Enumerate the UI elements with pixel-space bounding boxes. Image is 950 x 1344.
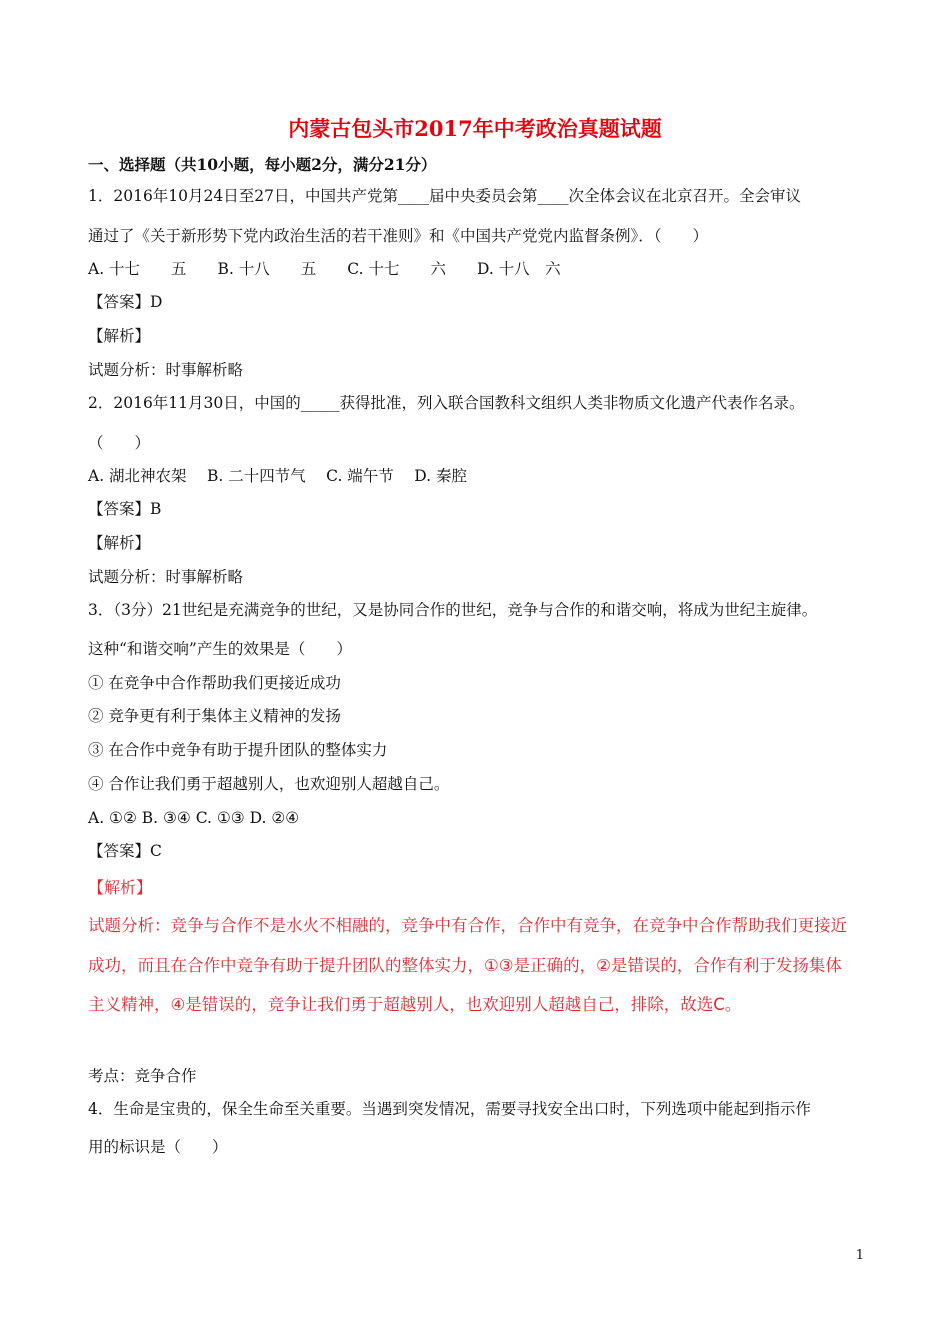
q3-analysis-line-2: 成功，而且在合作中竞争有助于提升团队的整体实力，①③是正确的，②是错误的，合作有利于发扬集体	[88, 956, 842, 975]
q3-stem-line-2: 这种“和谐交响”产生的效果是（ ）	[88, 640, 352, 658]
q3-analysis-line-1: 试题分析：竞争与合作不是水火不相融的，竞争中有合作，合作中有竞争，在竞争中合作帮助我们更接近	[88, 916, 847, 935]
q1-options: A. 十七 五 B. 十八 五 C. 十七 六 D. 十八 六	[88, 260, 561, 278]
q1-analysis-label: 【解析】	[88, 327, 151, 345]
q4-stem-line-2: 用的标识是（ ）	[88, 1138, 228, 1156]
q2-options: A. 湖北神农架 B. 二十四节气 C. 端午节 D. 秦腔	[88, 467, 467, 485]
q2-analysis-label: 【解析】	[88, 534, 151, 552]
q3-analysis-label: 【解析】	[88, 878, 153, 897]
q3-item-3: ③ 在合作中竞争有助于提升团队的整体实力	[88, 741, 388, 759]
q1-stem-line-2: 通过了《关于新形势下党内政治生活的若干准则》和《中国共产党党内监督条例》．（ ）	[88, 227, 709, 245]
q1-analysis-text: 试题分析：时事解析略	[88, 361, 244, 379]
q3-kaodian: 考点：竞争合作	[88, 1067, 197, 1085]
q2-stem-line-1: 2．2016年11月30日，中国的_____获得批准，列入联合国教科文组织人类非物质文化遗产代表作名录。	[88, 394, 805, 412]
q1-stem-line-1: 1．2016年10月24日至27日，中国共产党第____届中央委员会第____次全体会议在北京召开。全会审议	[88, 187, 801, 205]
page-title: 内蒙古包头市2017年中考政治真题试题	[288, 116, 662, 141]
q2-stem-line-2: （ ）	[88, 434, 151, 452]
q1-answer: 【答案】D	[88, 293, 163, 311]
q3-stem-line-1: 3．（3分）21世纪是充满竞争的世纪，又是协同合作的世纪，竞争与合作的和谐交响，将成为世纪主旋律。	[88, 601, 818, 619]
q3-item-4: ④ 合作让我们勇于超越别人，也欢迎别人超越自己。	[88, 775, 450, 793]
q3-item-2: ② 竞争更有利于集体主义精神的发扬	[88, 707, 341, 725]
q3-answer: 【答案】C	[88, 842, 162, 860]
page-number: 1	[855, 1248, 864, 1263]
q4-stem-line-1: 4．生命是宝贵的，保全生命至关重要。当遇到突发情况，需要寻找安全出口时，下列选项中能起到指示作	[88, 1100, 811, 1118]
section-heading: 一、选择题（共10小题，每小题2分，满分21分）	[88, 155, 437, 174]
q3-options: A. ①② B. ③④ C. ①③ D. ②④	[88, 809, 300, 827]
q2-analysis-text: 试题分析：时事解析略	[88, 568, 244, 586]
q3-analysis-line-3: 主义精神，④是错误的，竞争让我们勇于超越别人，也欢迎别人超越自己，排除，故选C。	[88, 995, 742, 1014]
q2-answer: 【答案】B	[88, 500, 162, 518]
q3-item-1: ① 在竞争中合作帮助我们更接近成功	[88, 674, 341, 692]
